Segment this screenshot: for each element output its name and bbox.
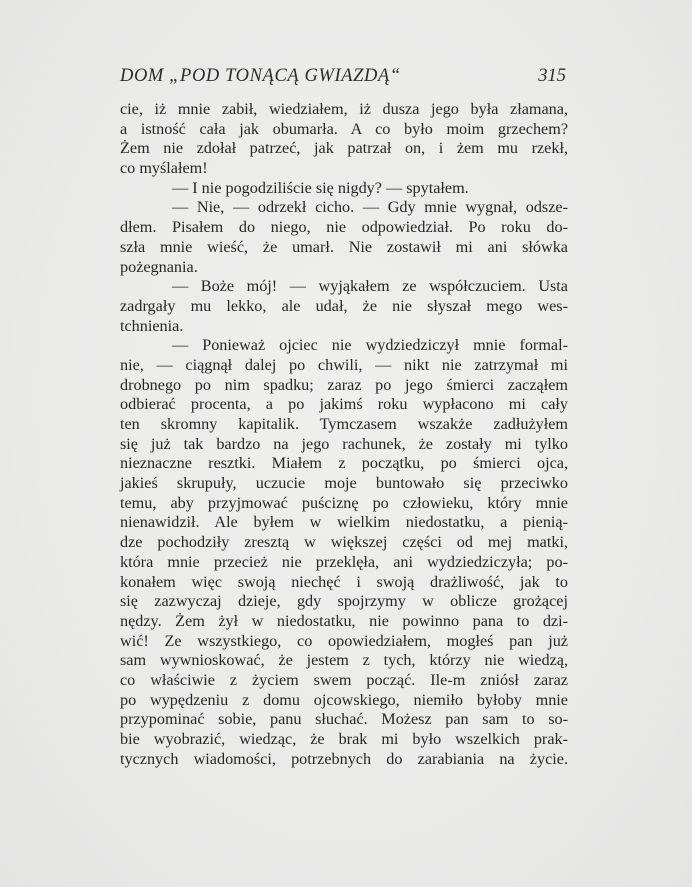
text-line: temu, aby przyjmować puściznę po człowieku, który mnie — [120, 493, 568, 512]
text-line: szła mnie wieść, że umarł. Nie zostawił mi ani słówka — [120, 237, 568, 256]
text-line: się już tak bardzo na jego rachunek, że zostały mi tylko — [120, 434, 568, 453]
text-line: konałem więc swoją niechęć i swoją drażliwość, jak to — [120, 572, 568, 591]
running-title: DOM „POD TONĄCĄ GWIAZDĄ“ — [120, 66, 401, 86]
text-line: sam wywnioskować, że jestem z tych, którzy nie wiedzą, — [120, 651, 568, 670]
text-line: cie, iż mnie zabił, wiedziałem, iż dusza jego była złamana, — [120, 100, 568, 118]
text-line: pożegnania. — [120, 257, 198, 276]
text-line: co myślałem! — [120, 159, 208, 178]
text-line: — Nie, — odrzekł cicho. — Gdy mnie wygnał, odsze- — [172, 198, 568, 217]
text-line: — Boże mój! — wyjąkałem ze współczuciem. Usta — [172, 277, 568, 296]
text-line: dze pochodziły zresztą w większej części od mej matki, — [120, 533, 568, 552]
text-line: nieznaczne resztki. Miałem z początku, po śmierci ojca, — [120, 454, 568, 473]
text-line: ten skromny kapitalik. Tymczasem wszakże zadłużyłem — [120, 415, 568, 433]
text-line: tycznych wiadomości, potrzebnych do zarabiania na życie. — [120, 749, 568, 768]
text-line: po wypędzeniu z domu ojcowskiego, niemiło byłoby mnie — [120, 690, 568, 709]
text-line: Żem nie zdołał patrzeć, jak patrzał on, i żem mu rzekł, — [120, 139, 568, 158]
text-line: zadrgały mu lekko, ale udał, że nie słyszał mego wes- — [120, 296, 568, 315]
text-line: nędzy. Żem żył w niedostatku, nie powinno pana to dzi- — [120, 611, 568, 630]
text-line: — Ponieważ ojciec nie wydziedziczył mnie formal- — [172, 336, 568, 355]
text-line: się zazwyczaj dzieje, gdy spojrzymy w oblicze grożącej — [120, 592, 568, 611]
text-line: — I nie pogodziliście się nigdy? — spytałem. — [172, 178, 469, 197]
text-line: dłem. Pisałem do niego, nie odpowiedział. Po roku do- — [120, 218, 568, 237]
text-line: odbierać procenta, a po jakimś roku wypłacono mi cały — [120, 395, 568, 414]
text-line: bie wyobrazić, wiedząc, że brak mi było wszelkich prak- — [120, 730, 568, 748]
text-line: jakieś skrupuły, uczucie moje buntowało się przeciwko — [120, 474, 568, 493]
text-line: co właściwie z życiem swem począć. Ile-m zniósł zaraz — [120, 670, 568, 689]
running-head — [120, 66, 568, 90]
body-text — [120, 100, 568, 769]
text-line: przypominać sobie, panu słuchać. Możesz pan sam to so- — [120, 710, 568, 729]
text-line: wić! Ze wszystkiego, co opowiedziałem, mogłeś pan już — [120, 631, 568, 650]
text-line: nienawidził. Ale byłem w wielkim niedostatku, a pienią- — [120, 513, 568, 532]
page-number: 315 — [538, 66, 566, 86]
text-line: tchnienia. — [120, 316, 184, 335]
text-line: która mnie przecież nie przeklęła, ani wydziedziczyła; po- — [120, 552, 568, 571]
text-line: drobnego po nim spadku; zaraz po jego śmierci zacząłem — [120, 375, 568, 394]
text-line: a istność cała jak obumarła. A co było moim grzechem? — [120, 119, 568, 138]
text-line: nie, — ciągnął dalej po chwili, — nikt nie zatrzymał mi — [120, 355, 568, 374]
